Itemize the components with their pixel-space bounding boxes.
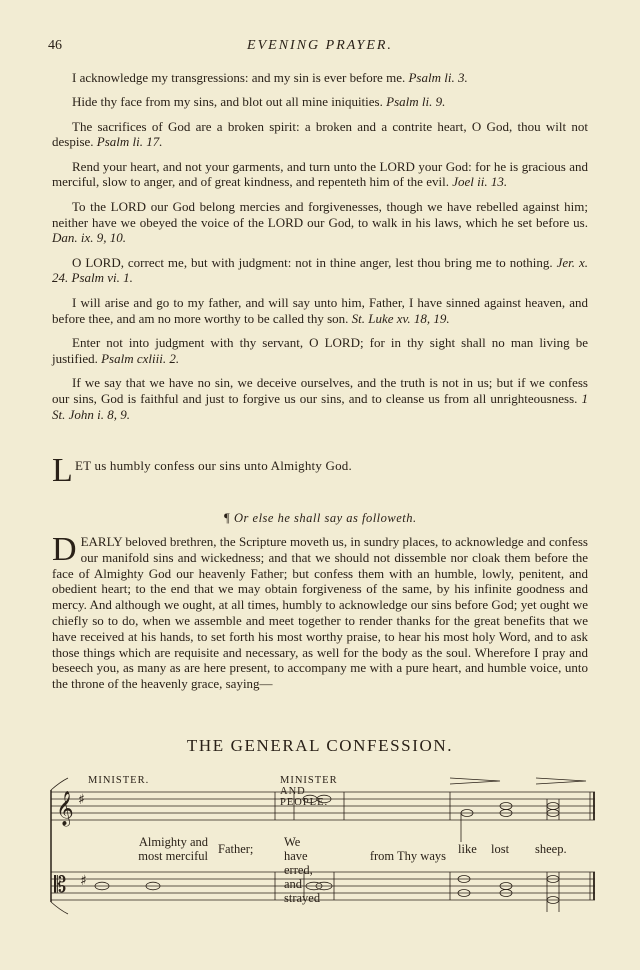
page-header <box>48 38 592 58</box>
sentence: The sacrifices of God are a broken spirit: a broken and a contrite heart, O God, thou wilt not despise. Psalm li. 17. <box>52 118 588 150</box>
sentence: To the LORD our God belong mercies and forgivenesses, though we have rebelled against him; neither have we obeyed the voice of the LORD our God, to walk in his laws, which he set before us. Dan. ix. 9, 10. <box>52 198 588 246</box>
lyric-lost: lost <box>491 842 510 856</box>
key-sharp-icon: ♯ <box>78 792 85 808</box>
sentence: O LORD, correct me, but with judgment: not in thine anger, lest thou bring me to nothing. Jer. x. 24. Psalm vi. 1. <box>52 254 588 286</box>
opening-sentences <box>52 70 588 431</box>
exhortation-text: EARLY beloved brethren, the Scripture moveth us, in sundry places, to acknowledge and confess our manifold sins and wickedness; and that we should not dissemble nor cloak them before the face of Almighty God our heavenly Father; but confess them with an humble, lowly, penitent, and obedient heart; to the end that we may obtain forgiveness of the same, by his infinite goodness and mercy. And although we ought, at all times, humbly to acknowledge our sins before God; yet ought we chiefly so to do, when we assemble and meet together to render thanks for the great benefits that we have received at his hands, to set forth his most worthy praise, to hear his most holy Word, and to ask those things which are requisite and necessary, as well for the body as the soul. Wherefore I pray and beseech you, as many as are here present, to accompany me with a pure heart, and humble voice, unto the throne of the heavenly grace, saying— <box>52 534 588 692</box>
sentence: Rend your heart, and not your garments, and turn unto the LORD your God: for he is gracious and merciful, slow to anger, and of great kindness, and repenteth him of the evil. Joel ii. 13. <box>52 158 588 190</box>
drop-cap-l: L <box>52 452 73 489</box>
rubric: ¶ Or else he shall say as followeth. <box>223 511 417 525</box>
confession-title: THE GENERAL CONFESSION. <box>186 736 454 755</box>
scripture-reference: Psalm li. 3. <box>408 70 468 85</box>
running-title: EVENING PRAYER. <box>247 38 393 53</box>
treble-clef-icon: 𝄞 <box>56 791 74 826</box>
let-us-text: ET us humbly confess our sins unto Almighty God. <box>75 458 352 473</box>
lyric-almighty-and: Almighty and <box>138 835 208 849</box>
drop-cap-d: D <box>52 531 77 568</box>
scripture-reference: Dan. ix. 9, 10. <box>52 230 127 246</box>
scripture-reference: St. Luke xv. 18, 19. <box>351 310 450 326</box>
key-sharp-icon: ♯ <box>80 873 87 889</box>
scripture-reference: Joel ii. 13. <box>452 174 508 190</box>
scripture-reference: Psalm li. 17. <box>96 134 163 150</box>
scripture-reference: 1 St. John i. 8, 9. <box>52 390 588 422</box>
sentence: I will arise and go to my father, and will say unto him, Father, I have sinned against heaven, and before thee, and am no more worthy to be called thy son. St. Luke xv. 18, 19. <box>52 294 588 326</box>
scripture-reference: Psalm li. 9. <box>386 94 446 110</box>
lyric-sheep: sheep. <box>535 842 567 856</box>
lyric-we-have-erred: We have erred, and strayed <box>284 835 321 905</box>
lyric-father: Father; <box>218 842 254 856</box>
page-number: 46 <box>48 38 62 53</box>
label-minister: MINISTER. <box>88 775 150 786</box>
alto-clef-icon: 𝄡 <box>54 873 67 898</box>
lyric-from-thy-ways: from Thy ways <box>369 849 446 863</box>
scripture-reference: Jer. x. 24. Psalm vi. 1. <box>52 254 588 286</box>
lyric-like: like <box>458 842 477 856</box>
lyric-most-merciful: most merciful <box>138 849 208 863</box>
sentence: Hide thy face from my sins, and blot out all mine iniquities. Psalm li. 9. <box>72 94 446 110</box>
scripture-reference: Psalm cxliii. 2. <box>101 350 180 366</box>
exhortation <box>52 531 588 692</box>
sentence: If we say that we have no sin, we deceive ourselves, and the truth is not in us; but if we confess our sins, God is faithful and just to forgive us our sins, and to cleanse us from all unrighteousness. 1 St. John i. 8, 9. <box>52 374 588 422</box>
sentence: I acknowledge my transgressions: and my sin is ever before me. Psalm li. 3. <box>72 70 468 85</box>
label-minister-and-people: MINISTER AND PEOPLE. <box>280 775 338 808</box>
sentence: Enter not into judgment with thy servant, O LORD; for in thy sight shall no man living be justified. Psalm cxliii. 2. <box>52 334 588 366</box>
